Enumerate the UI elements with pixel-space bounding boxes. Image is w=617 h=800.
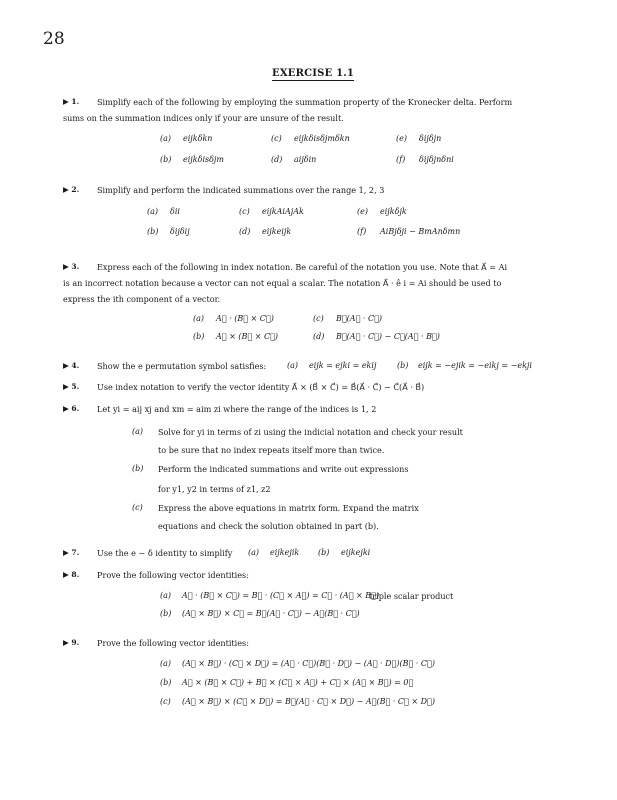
problem-3-line-3: express the ith component of a vector.: [63, 294, 221, 304]
problem-2-item-e-expr: eijkδjk: [380, 207, 407, 216]
problem-2-item-b-expr: δijδij: [170, 227, 190, 236]
problem-7-a-expr: eijkejik: [270, 548, 300, 557]
problem-6-b-line-1: Perform the indicated summations and write out expressions: [158, 464, 409, 474]
problem-9-c-expr: (A⃗ × B⃗) × (C⃗ × D⃗) = B⃗(A⃗ · C⃗ × D⃗) − A⃗(B⃗ · C⃗ × D⃗): [182, 697, 435, 706]
problem-3-item-a-expr: A⃗ · (B⃗ × C⃗): [216, 314, 274, 323]
problem-6-c-line-2: equations and check the solution obtained in part (b).: [158, 521, 379, 531]
problem-2-item-c-expr: eijkAiAjAk: [262, 207, 304, 216]
problem-5-text: Use index notation to verify the vector identity A⃗ × (B⃗ × C⃗) = B⃗(A⃗ · C⃗) − C⃗(A⃗ · B⃗): [97, 382, 425, 392]
problem-3-line-2: is an incorrect notation because a vector can not equal a scalar. The notation A⃗ · ê i = Ai should be used to: [63, 278, 502, 288]
problem-3-item-d-label: (d): [313, 332, 325, 341]
problem-6-b-label: (b): [132, 464, 144, 473]
problem-1-item-a-label: (a): [160, 134, 172, 143]
problem-3-line-1: Express each of the following in index notation. Be careful of the notation you use. Note that A⃗ = Ai: [97, 262, 508, 272]
problem-8-text: Prove the following vector identities:: [97, 570, 249, 580]
problem-9-b-expr: A⃗ × (B⃗ × C⃗) + B⃗ × (C⃗ × A⃗) + C⃗ × (A⃗ × B⃗) = 0⃗: [182, 678, 414, 687]
page-number: 28: [43, 29, 65, 49]
problem-8-a-label: (a): [160, 591, 172, 600]
problem-6-c-line-1: Express the above equations in matrix form. Expand the matrix: [158, 503, 419, 513]
problem-2-item-c-label: (c): [239, 207, 250, 216]
problem-6-text: Let yi = aij xj and xm = aim zi where the range of the indices is 1, 2: [97, 404, 377, 414]
problem-7-text: Use the e − δ identity to simplify: [97, 548, 233, 558]
problem-9-a-expr: (A⃗ × B⃗) · (C⃗ × D⃗) = (A⃗ · C⃗)(B⃗ · D⃗) − (A⃗ · D⃗)(B⃗ · C⃗): [182, 659, 435, 668]
problem-9-text: Prove the following vector identities:: [97, 638, 249, 648]
problem-6-a-label: (a): [132, 427, 144, 436]
problem-4-b-expr: eijk = −ejik = −eikj = −ekji: [418, 361, 532, 370]
problem-8-b-expr: (A⃗ × B⃗) × C⃗ = B⃗(A⃗ · C⃗) − A⃗(B⃗ · C⃗): [182, 609, 360, 618]
problem-8-number: ▶ 8.: [63, 570, 80, 579]
problem-5-number: ▶ 5.: [63, 382, 80, 391]
problem-4-number: ▶ 4.: [63, 361, 80, 370]
problem-1-line-1: Simplify each of the following by employing the summation property of the Kronecker delta. Perform: [97, 97, 513, 107]
problem-4-a-label: (a): [287, 361, 299, 370]
problem-9-number: ▶ 9.: [63, 638, 80, 647]
problem-6-a-line-1: Solve for yi in terms of zi using the indicial notation and check your result: [158, 427, 463, 437]
problem-3-item-b-label: (b): [193, 332, 205, 341]
problem-4-b-label: (b): [397, 361, 409, 370]
problem-3-number: ▶ 3.: [63, 262, 80, 271]
problem-1-line-2: sums on the summation indices only if your are unsure of the result.: [63, 113, 344, 123]
problem-3-item-c-expr: B⃗(A⃗ · C⃗): [336, 314, 383, 323]
problem-2-item-a-expr: δii: [170, 207, 180, 216]
problem-3-item-b-expr: A⃗ × (B⃗ × C⃗): [216, 332, 278, 341]
problem-6-a-line-2: to be sure that no index repeats itself more than twice.: [158, 445, 385, 455]
problem-9-c-label: (c): [160, 697, 171, 706]
problem-4-a-expr: eijk = ejki = ekij: [309, 361, 377, 370]
problem-4-text: Show the e permutation symbol satisfies:: [97, 361, 267, 371]
problem-1-item-f-label: (f): [396, 155, 406, 164]
problem-3-item-d-expr: B⃗(A⃗ · C⃗) − C⃗(A⃗ · B⃗): [336, 332, 440, 341]
problem-8-a-note: triple scalar product: [369, 591, 454, 601]
problem-1-item-f-expr: δijδjnδni: [419, 155, 454, 164]
problem-2-line-1: Simplify and perform the indicated summations over the range 1, 2, 3: [97, 185, 385, 195]
problem-1-item-d-expr: aijδin: [294, 155, 317, 164]
problem-2-number: ▶ 2.: [63, 185, 80, 194]
problem-8-b-label: (b): [160, 609, 172, 618]
problem-1-item-d-label: (d): [271, 155, 283, 164]
problem-2-item-d-expr: eijkeijk: [262, 227, 292, 236]
problem-6-c-label: (c): [132, 503, 143, 512]
problem-1-item-c-expr: eijkδisδjmδkn: [294, 134, 350, 143]
problem-1-item-b-expr: eijkδisδjm: [183, 155, 224, 164]
problem-1-number: ▶ 1.: [63, 97, 80, 106]
problem-6-b-line-2: for y1, y2 in terms of z1, z2: [158, 484, 271, 494]
problem-2-item-b-label: (b): [147, 227, 159, 236]
problem-1-item-b-label: (b): [160, 155, 172, 164]
problem-3-item-a-label: (a): [193, 314, 205, 323]
problem-7-b-expr: eijkejki: [341, 548, 371, 557]
problem-2-item-f-expr: AiBjδji − BmAnδmn: [380, 227, 461, 236]
problem-9-b-label: (b): [160, 678, 172, 687]
exercise-title: EXERCISE 1.1: [272, 68, 355, 79]
problem-6-number: ▶ 6.: [63, 404, 80, 413]
problem-2-item-d-label: (d): [239, 227, 251, 236]
problem-1-item-e-label: (e): [396, 134, 407, 143]
problem-1-item-c-label: (c): [271, 134, 282, 143]
problem-8-a-expr: A⃗ · (B⃗ × C⃗) = B⃗ · (C⃗ × A⃗) = C⃗ · (A⃗ × B⃗): [182, 591, 380, 600]
problem-1-item-e-expr: δijδjn: [419, 134, 442, 143]
problem-7-b-label: (b): [318, 548, 330, 557]
problem-7-a-label: (a): [248, 548, 260, 557]
problem-2-item-e-label: (e): [357, 207, 368, 216]
problem-2-item-f-label: (f): [357, 227, 367, 236]
problem-9-a-label: (a): [160, 659, 172, 668]
problem-3-item-c-label: (c): [313, 314, 324, 323]
problem-7-number: ▶ 7.: [63, 548, 80, 557]
problem-1-item-a-expr: eijkδkn: [183, 134, 213, 143]
problem-2-item-a-label: (a): [147, 207, 159, 216]
